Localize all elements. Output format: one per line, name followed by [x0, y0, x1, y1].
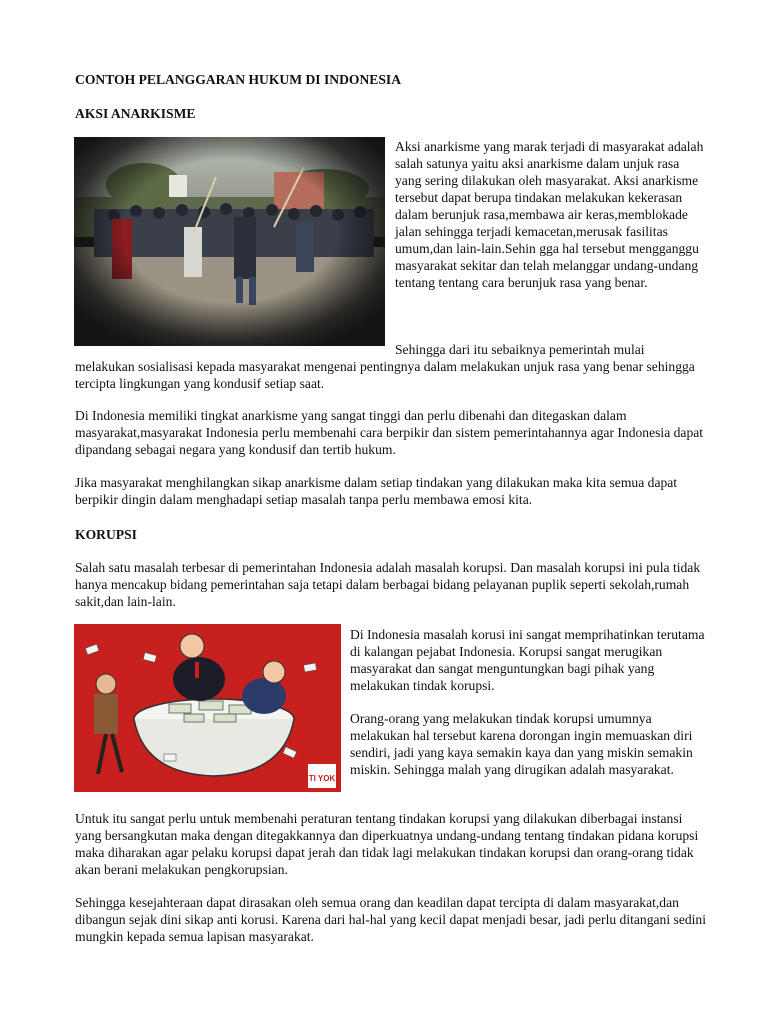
document-title: CONTOH PELANGGARAN HUKUM DI INDONESIA [75, 72, 402, 87]
anarkisme-paragraph-4: Jika masyarakat menghilangkan sikap anarkisme dalam setiap tindakan yang dilakukan maka kita semua dapat berpikir dingin dalam menghadapi setiap masalah tanpa perlu membawa emosi kita. [75, 475, 678, 507]
corruption-cartoon [74, 624, 341, 792]
anarkisme-paragraph-2-start: Sehingga dari itu sebaiknya pemerintah mulai [395, 342, 645, 357]
anarkisme-paragraph-2-rest: melakukan sosialisasi kepada masyarakat mengenai pentingnya dalam melakukan unjuk rasa yang benar sehingga tercipta lingkungan yang kondusif setiap saat. [75, 359, 695, 391]
korupsi-paragraph-5: Sehingga kesejahteraan dapat dirasakan oleh semua orang dan keadilan dapat tercipta di dalam masyarakat,dan dibangun sejak dini sikap anti korusi. Karena dari hal-hal yang kecil dapat menjadi besar, jadi perlu ditangani sedini mungkin kepada semua lapisan masyarakat. [75, 895, 706, 944]
korupsi-paragraph-3: Orang-orang yang melakukan tindak korupsi umumnya melakukan hal tersebut karena dorongan ingin memuaskan diri sendiri, jadi yang kaya semakin kaya dan yang miskin semakin miskin. Sehingga malah yang dirugikan adalah masyarakat. [350, 711, 693, 777]
anarkisme-paragraph-1: Aksi anarkisme yang marak terjadi di masyarakat adalah salah satunya yaitu aksi anarkisme dalam unjuk rasa yang sering dilakukan oleh masyarakat. Aksi anarkisme tersebut dapat berupa tindakan melakukan kekerasan dalam berunjuk rasa,membawa air keras,memblokade jalan sehingga terjadi kemacetan,merusak fasilitas umum,dan lain-lain.Sehin gga hal tersebut mengganggu masyarakat sekitar dan telah melanggar undang-undang tentang tentang cara berunjuk rasa yang benar. [395, 139, 704, 290]
anarkisme-paragraph-3: Di Indonesia memiliki tingkat anarkisme yang sangat tinggi dan perlu dibenahi dan ditegaskan dalam masyarakat,masyarakat Indonesia perlu membenahi cara berpikir dan sistem pemerintahannya agar Indonesia dapat dipandang sebagai negara yang kondusif dan tertib hukum. [75, 408, 704, 457]
korupsi-paragraph-4: Untuk itu sangat perlu untuk membenahi peraturan tentang tindakan korupsi yang dilakukan diberbagai instansi yang bersangkutan maka dengan ditegakkannya dan diperkuatnya undang-undang tentang tindakan pidana korupsi maka diharakan agar pelaku korupsi dapat jerah dan tidak lagi melakukan tindakan korupsi dan orang-orang tidak akan berani melakukan pengkorupsian. [75, 811, 699, 877]
section-heading-korupsi: KORUPSI [75, 527, 137, 542]
cartoon-badge: TI YOK [308, 774, 336, 783]
riot-photo [74, 137, 385, 346]
section-heading-anarkisme: AKSI ANARKISME [75, 106, 196, 121]
korupsi-paragraph-1: Salah satu masalah terbesar di pemerintahan Indonesia adalah masalah korupsi. Dan masalah korupsi ini pula tidak hanya mencakup bidang pemerintahan saja tetapi dalam berbagai bidang pelayanan puplik seperti sekolah,rumah sakit,dan lain-lain. [75, 560, 701, 609]
korupsi-paragraph-2: Di Indonesia masalah korusi ini sangat memprihatinkan terutama di kalangan pejabat Indonesia. Korupsi sangat merugikan masyarakat dan sangat menguntungkan bagi pihak yang melakukan tindak korupsi. [350, 627, 705, 693]
